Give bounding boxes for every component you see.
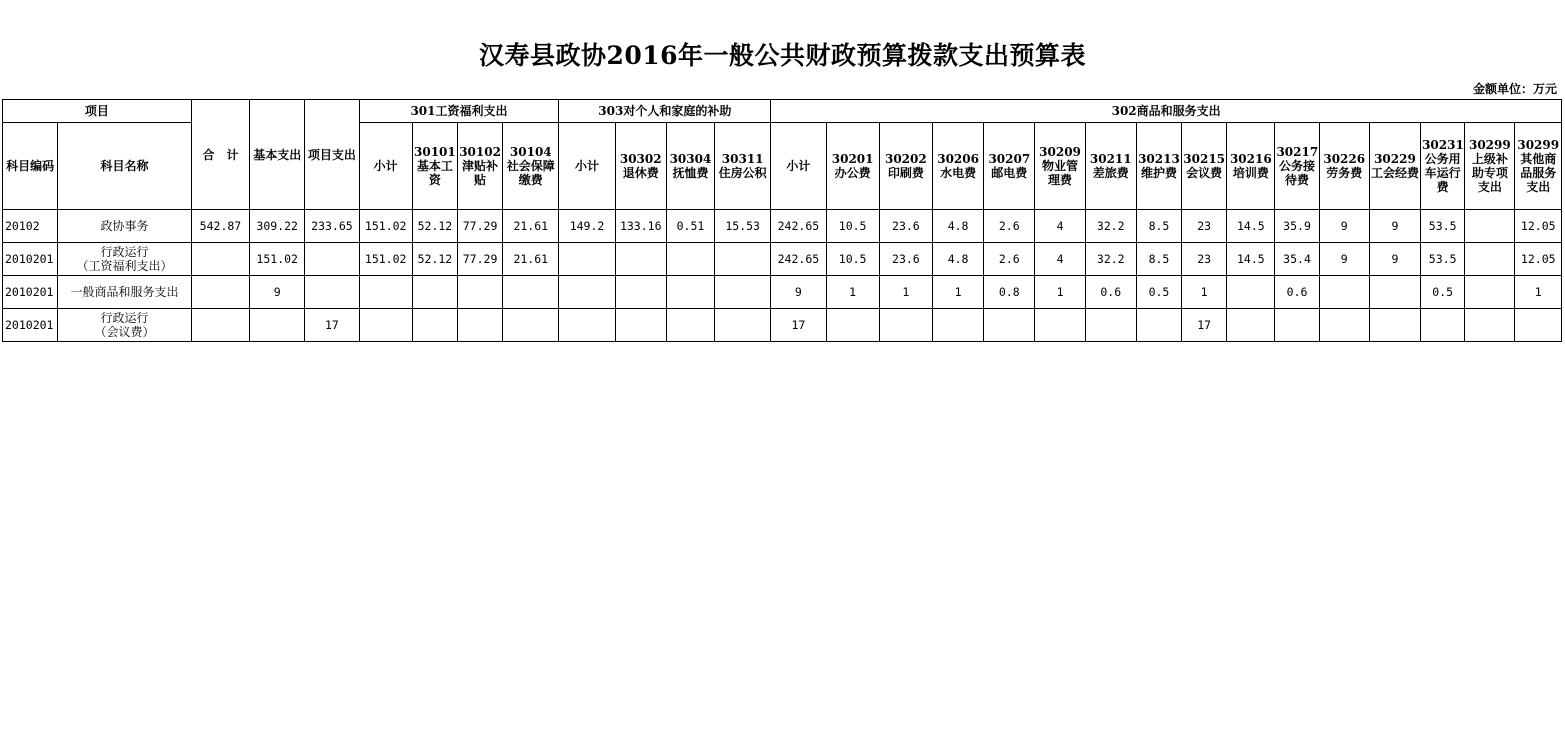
cell (715, 243, 771, 276)
cell: 23 (1182, 210, 1227, 243)
header-name: 科目名称 (58, 123, 192, 210)
header-col: 30215会议费 (1182, 123, 1227, 210)
cell (1421, 309, 1465, 342)
cell: 8.5 (1136, 210, 1181, 243)
cell (1319, 276, 1369, 309)
header-col: 小计 (771, 123, 826, 210)
cell: 0.6 (1275, 276, 1319, 309)
cell: 4 (1035, 210, 1085, 243)
cell-item (305, 243, 359, 276)
cell-total (191, 309, 249, 342)
cell (359, 276, 412, 309)
cell: 17 (771, 309, 826, 342)
cell: 0.5 (1421, 276, 1465, 309)
cell: 21.61 (503, 210, 559, 243)
header-col: 30299上级补助专项支出 (1465, 123, 1515, 210)
row-name-line2: （工资福利支出） (76, 259, 173, 273)
row-code: 2010201 (3, 276, 58, 309)
cell: 32.2 (1085, 243, 1136, 276)
cell (1227, 309, 1275, 342)
cell (715, 276, 771, 309)
row-name-line1: 政协事务 (100, 219, 149, 233)
row-name (58, 243, 192, 276)
cell: 14.5 (1227, 243, 1275, 276)
cell: 53.5 (1421, 210, 1465, 243)
table-row (3, 309, 1562, 342)
table-row (3, 210, 1562, 243)
header-group-302: 302商品和服务支出 (771, 100, 1562, 123)
cell (615, 276, 666, 309)
cell: 4 (1035, 243, 1085, 276)
cell: 1 (1515, 276, 1562, 309)
cell: 52.12 (412, 210, 457, 243)
cell-item (305, 276, 359, 309)
cell: 21.61 (503, 243, 559, 276)
cell (615, 243, 666, 276)
cell: 242.65 (771, 243, 826, 276)
header-col: 30209物业管理费 (1035, 123, 1085, 210)
cell-basic (250, 309, 305, 342)
cell (1515, 309, 1562, 342)
cell-total (191, 276, 249, 309)
header-code: 科目编码 (3, 123, 58, 210)
cell: 9 (771, 276, 826, 309)
cell (457, 309, 502, 342)
cell: 17 (1182, 309, 1227, 342)
cell-basic: 151.02 (250, 243, 305, 276)
cell (715, 309, 771, 342)
budget-table (2, 99, 1562, 342)
header-item: 项目支出 (305, 100, 359, 210)
cell: 52.12 (412, 243, 457, 276)
cell (879, 309, 932, 342)
cell (1227, 276, 1275, 309)
cell (1136, 309, 1181, 342)
header-col: 30202印刷费 (879, 123, 932, 210)
header-col: 30216培训费 (1227, 123, 1275, 210)
header-col: 30211差旅费 (1085, 123, 1136, 210)
cell (457, 276, 502, 309)
cell: 4.8 (932, 243, 983, 276)
cell (503, 276, 559, 309)
cell: 23.6 (879, 210, 932, 243)
cell: 151.02 (359, 210, 412, 243)
cell: 35.9 (1275, 210, 1319, 243)
cell: 77.29 (457, 210, 502, 243)
cell (666, 276, 714, 309)
cell: 12.05 (1515, 210, 1562, 243)
table-row (3, 276, 1562, 309)
cell: 1 (879, 276, 932, 309)
header-col: 30217公务接待费 (1275, 123, 1319, 210)
row-name (58, 276, 192, 309)
cell (1275, 309, 1319, 342)
cell: 1 (1182, 276, 1227, 309)
cell (826, 309, 879, 342)
cell: 151.02 (359, 243, 412, 276)
cell: 32.2 (1085, 210, 1136, 243)
cell (1085, 309, 1136, 342)
row-name-line1: 一般商品和服务支出 (70, 285, 179, 299)
row-name-line1: 行政运行 (100, 245, 149, 259)
cell: 149.2 (559, 210, 615, 243)
cell (1369, 309, 1420, 342)
cell (559, 243, 615, 276)
header-col: 30207邮电费 (984, 123, 1035, 210)
header-group-301: 301工资福利支出 (359, 100, 559, 123)
header-col: 30311住房公积 (715, 123, 771, 210)
cell (984, 309, 1035, 342)
cell (412, 276, 457, 309)
cell (932, 309, 983, 342)
cell: 9 (1319, 243, 1369, 276)
cell: 23 (1182, 243, 1227, 276)
cell: 9 (1319, 210, 1369, 243)
cell: 9 (1369, 243, 1420, 276)
cell: 0.51 (666, 210, 714, 243)
row-name (58, 309, 192, 342)
header-col: 30104社会保障缴费 (503, 123, 559, 210)
row-name-line1: 行政运行 (100, 311, 149, 325)
cell (666, 309, 714, 342)
header-col: 30231公务用车运行费 (1421, 123, 1465, 210)
header-col: 30102津贴补贴 (457, 123, 502, 210)
cell: 53.5 (1421, 243, 1465, 276)
header-col: 30213维护费 (1136, 123, 1181, 210)
header-col: 30304抚恤费 (666, 123, 714, 210)
cell: 0.8 (984, 276, 1035, 309)
header-col: 30101基本工资 (412, 123, 457, 210)
header-col: 30206水电费 (932, 123, 983, 210)
cell: 12.05 (1515, 243, 1562, 276)
cell-item: 233.65 (305, 210, 359, 243)
cell (503, 309, 559, 342)
row-code: 2010201 (3, 309, 58, 342)
cell (1465, 276, 1515, 309)
cell (359, 309, 412, 342)
header-basic: 基本支出 (250, 100, 305, 210)
cell: 77.29 (457, 243, 502, 276)
cell (615, 309, 666, 342)
cell: 4.8 (932, 210, 983, 243)
cell (1465, 309, 1515, 342)
cell (559, 309, 615, 342)
header-col: 30201办公费 (826, 123, 879, 210)
table-header (3, 100, 1562, 210)
header-col: 30229工会经费 (1369, 123, 1420, 210)
cell-total (191, 243, 249, 276)
cell-item: 17 (305, 309, 359, 342)
header-total: 合 计 (191, 100, 249, 210)
cell (1369, 276, 1420, 309)
cell: 2.6 (984, 243, 1035, 276)
header-group-303: 303对个人和家庭的补助 (559, 100, 771, 123)
cell: 23.6 (879, 243, 932, 276)
row-name-line2: （会议费） (94, 325, 155, 339)
cell: 0.5 (1136, 276, 1181, 309)
header-project: 项目 (3, 100, 192, 123)
cell (412, 309, 457, 342)
cell: 15.53 (715, 210, 771, 243)
cell: 14.5 (1227, 210, 1275, 243)
cell-basic: 309.22 (250, 210, 305, 243)
cell (1465, 210, 1515, 243)
unit-note: 金额单位：万元 (1472, 82, 1557, 96)
cell (666, 243, 714, 276)
cell-basic: 9 (250, 276, 305, 309)
header-col: 30299其他商品服务支出 (1515, 123, 1562, 210)
cell: 133.16 (615, 210, 666, 243)
cell: 242.65 (771, 210, 826, 243)
header-col: 30302退休费 (615, 123, 666, 210)
header-col: 小计 (559, 123, 615, 210)
header-col: 30226劳务费 (1319, 123, 1369, 210)
cell (1035, 309, 1085, 342)
cell: 35.4 (1275, 243, 1319, 276)
page-title: 汉寿县政协2016年一般公共财政预算拨款支出预算表 (478, 41, 1087, 70)
table-body (3, 210, 1562, 342)
cell (559, 276, 615, 309)
row-code: 20102 (3, 210, 58, 243)
cell: 0.6 (1085, 276, 1136, 309)
cell (1465, 243, 1515, 276)
cell: 9 (1369, 210, 1420, 243)
cell: 1 (932, 276, 983, 309)
cell: 2.6 (984, 210, 1035, 243)
cell: 10.5 (826, 243, 879, 276)
cell-total: 542.87 (191, 210, 249, 243)
row-name (58, 210, 192, 243)
cell: 10.5 (826, 210, 879, 243)
table-row (3, 243, 1562, 276)
cell: 8.5 (1136, 243, 1181, 276)
cell: 1 (826, 276, 879, 309)
cell: 1 (1035, 276, 1085, 309)
header-col: 小计 (359, 123, 412, 210)
cell (1319, 309, 1369, 342)
row-code: 2010201 (3, 243, 58, 276)
